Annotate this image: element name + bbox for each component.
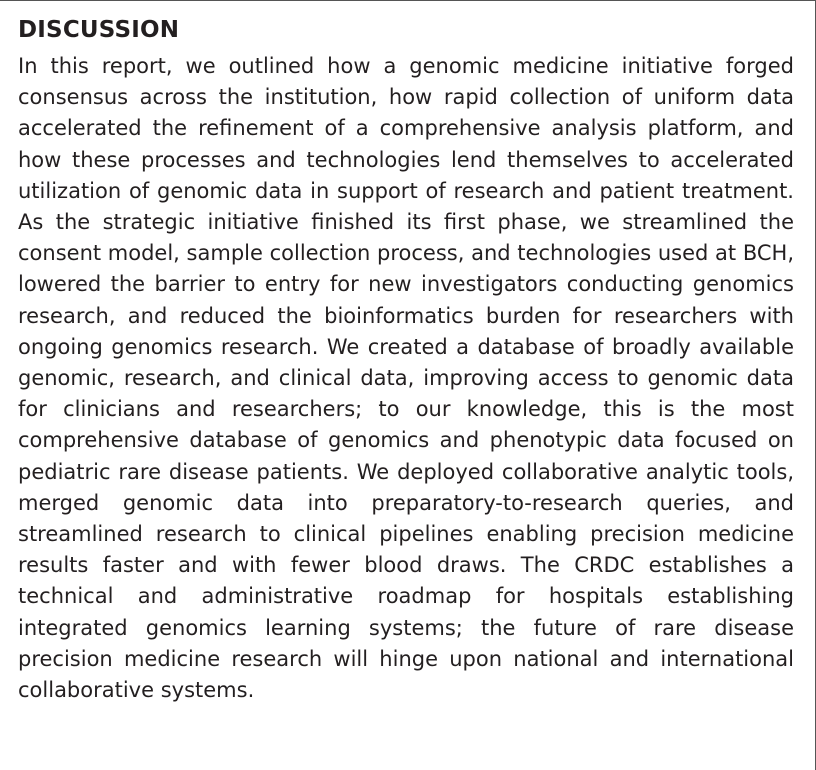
discussion-section — [18, 15, 794, 706]
section-heading: DISCUSSION — [18, 17, 180, 43]
discussion-paragraph: In this report, we outlined how a genomic medicine initiative forged consensus across the institution, how rapid collection of uniform data accelerated the refinement of a comprehensive analysis platform, and how these processes and technologies lend themselves to accelerated utilization of genomic data in support of research and patient treatment. As the strategic initiative finished its first phase, we streamlined the consent model, sample collection process, and technologies used at BCH, lowered the barrier to entry for new investigators conducting genomics research, and reduced the bioinformatics burden for researchers with ongoing genomics research. We created a database of broadly available genomic, research, and clinical data, improving access to genomic data for clinicians and researchers; to our knowledge, this is the most comprehensive database of genomics and phenotypic data focused on pediatric rare disease patients. We deployed collaborative analytic tools, merged genomic data into preparatory-to-research queries, and streamlined research to clinical pipelines enabling precision medicine results faster and with fewer blood draws. The CRDC establishes a technical and administrative roadmap for hospitals establishing integrated genomics learning systems; the future of rare disease precision medicine research will hinge upon national and international collaborative systems. — [18, 54, 794, 703]
